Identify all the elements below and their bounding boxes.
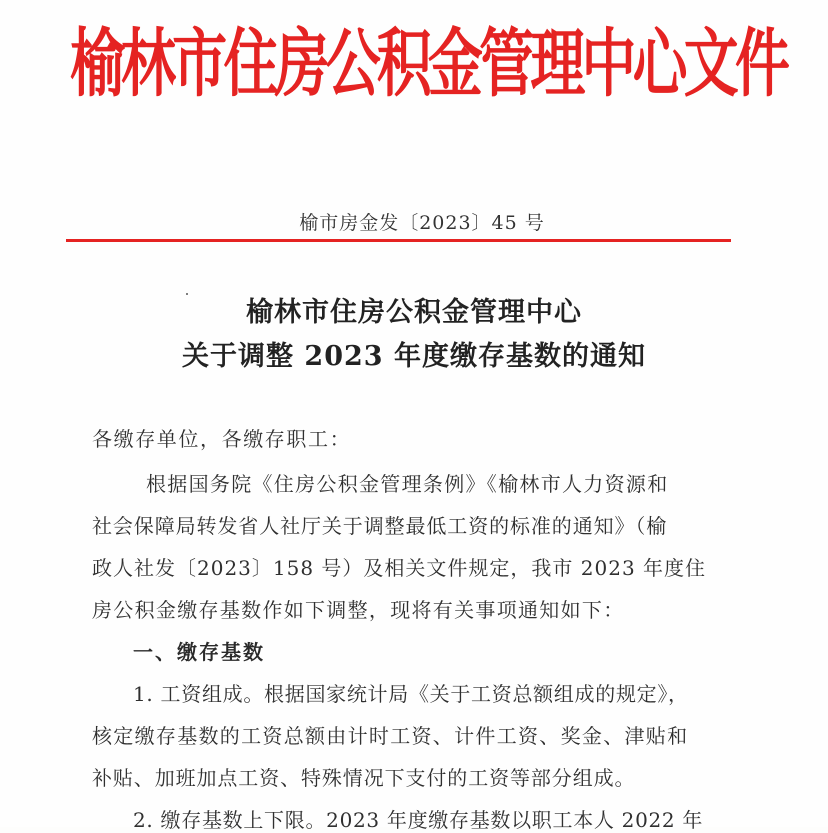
list-item-line: 2. 缴存基数上下限。2023 年度缴存基数以职工本人 2022 年: [133, 808, 704, 832]
section-heading: 一、缴存基数: [133, 640, 265, 664]
salutation: 各缴存单位，各缴存职工：: [92, 427, 352, 451]
paragraph-line: 政人社发〔2023〕158 号）及相关文件规定，我市 2023 年度住: [92, 556, 707, 580]
list-item-line: 核定缴存基数的工资总额由计时工资、计件工资、奖金、津贴和: [92, 724, 689, 748]
document-number: 榆市房金发〔2023〕45 号: [299, 212, 545, 234]
paragraph-line: 社会保障局转发省人社厅关于调整最低工资的标准的通知》（榆: [92, 514, 668, 538]
list-item-line: 补贴、加班加点工资、特殊情况下支付的工资等部分组成。: [92, 766, 636, 790]
paragraph-line: 根据国务院《住房公积金管理条例》《榆林市人力资源和: [146, 472, 669, 496]
document-header-title: 榆林市住房公积金管理中心文件: [70, 20, 787, 107]
red-divider-line: [66, 239, 731, 242]
notice-title-line2: 关于调整 2023 年度缴存基数的通知: [182, 341, 646, 372]
paragraph-line: 房公积金缴存基数作如下调整，现将有关事项通知如下：: [92, 598, 625, 622]
notice-title-line1: 榆林市住房公积金管理中心: [246, 297, 582, 328]
list-item-line: 1. 工资组成。根据国家统计局《关于工资总额组成的规定》，: [133, 682, 689, 706]
